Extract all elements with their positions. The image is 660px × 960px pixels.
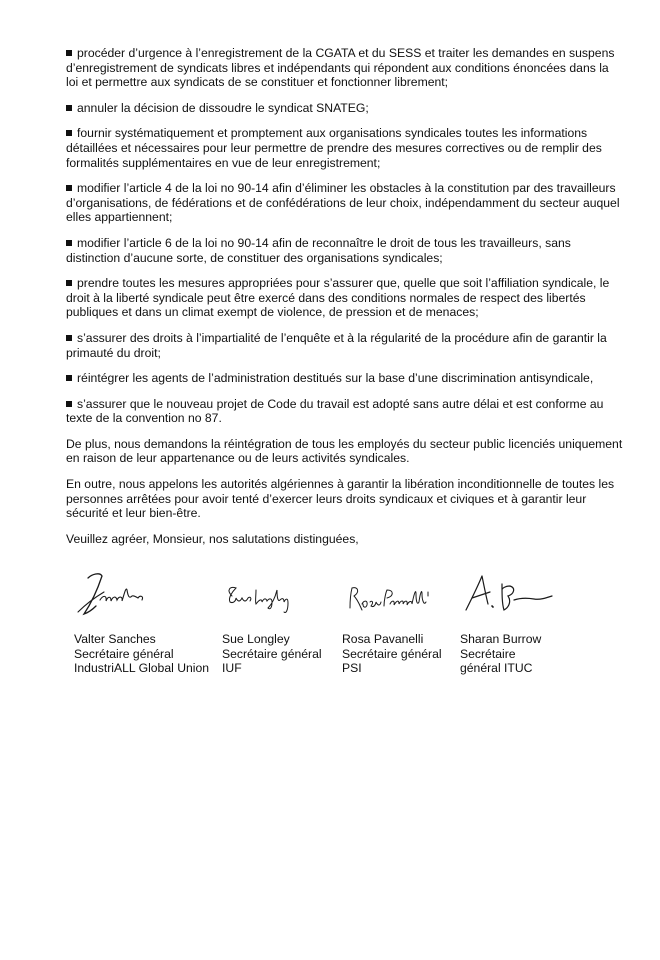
bullet-icon	[66, 401, 72, 407]
bullet-icon	[66, 185, 72, 191]
handwritten-signature-icon	[342, 568, 434, 624]
signature-image-sanches	[74, 568, 164, 624]
paragraph-reintegration: De plus, nous demandons la réintégration de tous les employés du secteur public licenciés uniquement en raison de leur appartenance ou de leurs activités syndicales.	[66, 436, 623, 466]
signatory-name: Sue Longley	[222, 632, 290, 646]
signatory-organization: IndustriALL Global Union	[74, 661, 210, 676]
demand-text: modifier l’article 4 de la loi no 90-14 afin d’éliminer les obstacles à la constitution par des travailleurs d’organisations, de fédérations et de confédérations de leur choix, indépendamment du secteur auquel elles appartiennent;	[66, 181, 620, 225]
signature-image-burrow	[460, 568, 560, 624]
demand-text: annuler la décision de dissoudre le syndicat SNATEG;	[77, 100, 369, 115]
signature-image-pavanelli	[342, 568, 434, 624]
bullet-icon	[66, 105, 72, 111]
handwritten-signature-icon	[74, 568, 164, 624]
demand-bullet-2	[66, 101, 624, 116]
signatory-organization: PSI	[342, 661, 362, 676]
signatory-burrow	[460, 632, 541, 676]
demand-text: s’assurer des droits à l’impartialité de l’enquête et à la régularité de la procédure afin de garantir la primauté du droit;	[66, 330, 607, 360]
signatory-sanches	[74, 632, 209, 676]
demand-text: prendre toutes les mesures appropriées pour s’assurer que, quelle que soit l’affiliation syndicale, le droit à la liberté syndicale peut être exercé dans des conditions normales de respect des libertés publiques et dans un climat exempt de violence, de pression et de menaces;	[66, 276, 610, 320]
signatory-title: Secrétaire	[460, 646, 516, 661]
demand-text: procéder d’urgence à l’enregistrement de la CGATA et du SESS et traiter les demandes en suspens d’enregistrement de syndicats libres et indépendants qui répondent aux conditions énoncées dans la loi et permettre aux syndicats de se constituer et fonctionner librement;	[66, 46, 615, 90]
bullet-icon	[66, 240, 72, 246]
demand-text: s’assurer que le nouveau projet de Code du travail est adopté sans autre délai et est conforme au texte de la convention no 87.	[66, 396, 604, 426]
demand-bullet-8	[66, 371, 624, 386]
demand-bullet-3	[66, 126, 624, 170]
bullet-icon	[66, 375, 72, 381]
signatory-pavanelli	[342, 632, 442, 676]
signatory-name: Sharan Burrow	[460, 632, 542, 646]
signatory-organization: général ITUC	[460, 661, 533, 676]
bullet-icon	[66, 50, 72, 56]
letter-body	[66, 46, 624, 557]
demand-bullet-5	[66, 236, 624, 265]
bullet-icon	[66, 280, 72, 286]
demand-bullet-9	[66, 397, 624, 426]
demand-bullet-7	[66, 331, 624, 360]
signatory-title: Secrétaire général	[74, 646, 174, 661]
signatory-title: Secrétaire général	[342, 646, 442, 661]
signature-block	[66, 568, 626, 688]
signatory-title: Secrétaire général	[222, 646, 322, 661]
demand-bullet-4	[66, 181, 624, 225]
demand-text: modifier l’article 6 de la loi no 90-14 afin de reconnaître le droit de tous les travailleurs, sans distinction d’aucune sorte, de constituer des organisations syndicales;	[66, 235, 571, 265]
signatory-organization: IUF	[222, 661, 242, 676]
signatory-longley	[222, 632, 322, 676]
handwritten-signature-icon	[222, 568, 314, 624]
signatory-name: Rosa Pavanelli	[342, 632, 424, 646]
closing-salutation: Veuillez agréer, Monsieur, nos salutations distinguées,	[66, 531, 359, 546]
handwritten-signature-icon	[460, 568, 560, 624]
bullet-icon	[66, 130, 72, 136]
signature-image-longley	[222, 568, 314, 624]
demand-bullet-1	[66, 46, 624, 90]
demand-bullet-6	[66, 276, 624, 320]
signatory-name: Valter Sanches	[74, 632, 156, 646]
demand-text: fournir systématiquement et promptement aux organisations syndicales toutes les informations détaillées et nécessaires pour leur permettre de prendre des mesures correctives ou de remplir des formalités supplémentaires en vue de leur enregistrement;	[66, 126, 602, 170]
demand-text: réintégrer les agents de l’administration destitués sur la base d’une discrimination antisyndicale,	[77, 371, 594, 386]
bullet-icon	[66, 335, 72, 341]
paragraph-liberation: En outre, nous appelons les autorités algériennes à garantir la libération inconditionnelle de toutes les personnes arrêtées pour avoir tenté d’exercer leurs droits syndicaux et civiques et à garantir leur sécurité et leur bien-être.	[66, 477, 615, 521]
